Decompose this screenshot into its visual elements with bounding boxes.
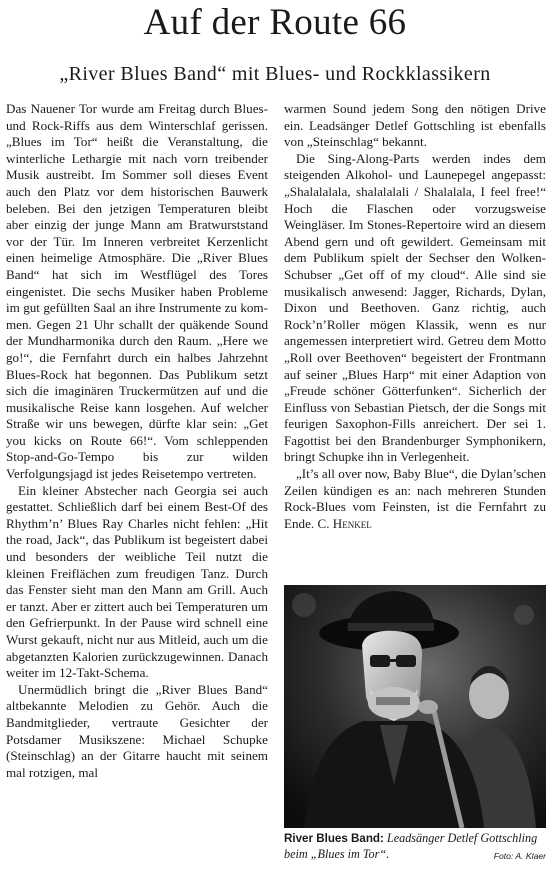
author-byline: C. Henkel — [317, 515, 372, 531]
band-photo-illustration — [284, 585, 546, 828]
paragraph: Unermüdlich bringt die „River Blues Band“ altbekannte Melodien zu Gehör. Auch die Bandmitglieder, vertraute Gesichter der Potsdamer Musikszene: Michael Schupke (Steinschlag) an der Gitarre haucht mit seinem mal rotzigen, mal — [6, 681, 268, 780]
subheadline: „River Blues Band“ mit Blues- und Rockklassikern — [59, 63, 491, 85]
headline: Auf der Route 66 — [143, 2, 407, 43]
paragraph: warmen Sound jedem Song den nötigen Drive ein. Leadsänger Detlef Gottschling ist ebenfalls von „Steinschlag“ bekannt. — [284, 101, 546, 150]
band-photo — [284, 585, 546, 828]
article-column-right — [284, 101, 546, 591]
caption-label: River Blues Band: — [284, 832, 384, 845]
article-column-left — [6, 101, 268, 871]
paragraph: Die Sing-Along-Parts werden indes dem steigenden Alkohol- und Launepegel angepasst: „Shalalalala, shalalalali / Shalalala, I feel free!“ Hoch die Flaschen oder vorzugsweise Weingläser. Im Stones-Repertoire wird an diesem Abend gern und oft gewildert. Gemeinsam mit dem Publikum spielt der Sechser den Wolken-Schubser „Get off of my cloud“. Alle sind sie musikalisch anwesend: Jagger, Richards, Dylan, Dixon und Beethoven. Ganz richtig, auch Rock’n’Roller mögen Klassik, wenn es nur angemessen interpretiert wird. Getreu dem Motto „Roll over Beethoven“ begeistert der Frontmann auf seiner „Blues Harp“ mit einer Adaption von „Freude schöner Götterfunken“. Sicherlich der Einfluss von Sebastian Pietsch, der die Songs mit feurigen Saxophon-Fills anreichert. Der sei 1. Fagottist bei den Brandenburger Symphonikern, bringt Schupke ihn in Verlegenheit. — [284, 150, 546, 465]
paragraph-text: „It’s all over now, Baby Blue“, die Dylan’schen Zeilen kündigen es an: nach mehreren Stunden Rock-Blues vom Feinsten, ist die Fernfahrt zu Ende. — [284, 466, 546, 531]
caption-text: Leadsänger Detlef Gottschling beim „Blues im Tor“. — [284, 831, 538, 861]
photo-caption — [284, 831, 546, 864]
paragraph: Das Nauener Tor wurde am Freitag durch Blues- und Rock-Riffs aus dem Winterschlaf gerissen. „Blues im Tor“ heißt die Veranstaltung, die winterliche Lethargie mit nach vorn treibender Musik austreibt. Im Sommer soll dieses Event auch den Platz vor dem historischen Bauwerk beleben. Bei den jetzigen Temperaturen bleibt aber einzig der junge Mann am Bratwurststand vor der Tür. Im Inneren verbreitet Kerzenlicht einen heimelige Atmosphäre. Die „River Blues Band“ hat sich im Westflügel des Tores eingenistet. Die sechs Musiker haben Probleme im gut gefüllten Saal an ihre Instrumente zu kommen. Gegen 21 Uhr schallt der quäkende Sound der Mundharmonika durch den Raum. „Here we go!“, die Fernfahrt durch ein halbes Jahrzehnt Blues-Rock hat begonnen. Das Publikum setzt sich die imaginären Truckermützen auf und die musikalische Reise kann losgehen. Auf welcher Straße wir uns bewegen, dürfte klar sein: „Get you kicks on Route 66!“. Vom schleppenden Stop-and-Go-Tempo bis zur wilden Verfolgungsjagd ist jedes Reisetempo vertreten. — [6, 101, 268, 482]
photo-credit: Foto: A. Klaer — [493, 850, 546, 861]
paragraph-last — [284, 466, 546, 532]
paragraph: Ein kleiner Abstecher nach Georgia sei auch gestattet. Schließlich darf bei einem Best-Of des Rhythm’n’ Blues Ray Charles nicht fehlen: „Hit the road, Jack“, das Publikum ist begeistert dabei und besonders der weibliche Teil nutzt die kleinen Freiflächen zum freudigen Tanz. Durch das Fenster sieht man den Mann am Grill. Auch er tanzt. Aber er zittert auch bei Temperaturen um den Gefrierpunkt. In der Pause wird schnell eine Wurst gekauft, nicht nur aus Mitleid, auch um die abgetanzten Kalorien zurückzugewinnen. Danach weiter im 12-Takt-Schema. — [6, 482, 268, 681]
